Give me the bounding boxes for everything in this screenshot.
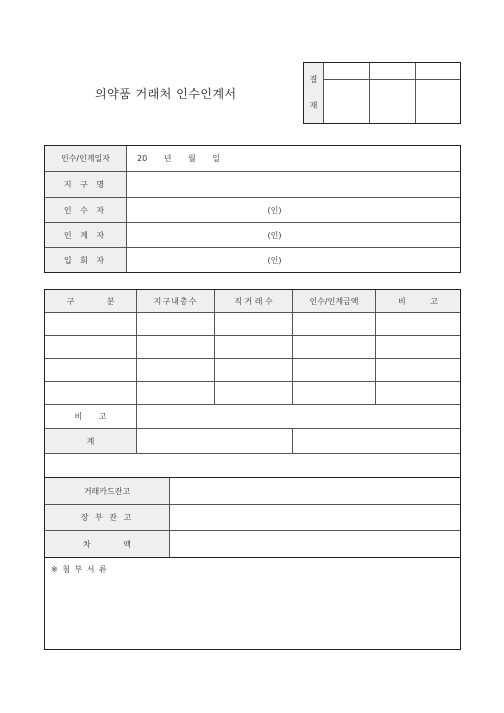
summary-label: 거래카드잔고 <box>45 478 170 505</box>
approval-label-bottom: 재 <box>309 101 318 110</box>
detail-header: 지구내총수 <box>137 290 215 313</box>
summary-label: 차 액 <box>45 531 170 558</box>
info-label: 입 회 자 <box>45 248 127 273</box>
info-receiver-field[interactable]: (인) <box>127 198 461 223</box>
approval-label-top: 결 <box>309 75 318 84</box>
attachments-table <box>44 557 461 650</box>
approval-box <box>303 62 461 124</box>
detail-cell[interactable] <box>215 359 293 382</box>
detail-cell[interactable] <box>45 382 137 405</box>
detail-header: 비 고 <box>376 290 461 313</box>
info-date-field[interactable]: 20 년 월 일 <box>127 146 461 172</box>
detail-cell[interactable] <box>215 336 293 359</box>
detail-blank-row <box>45 454 461 478</box>
summary-card-balance-field[interactable] <box>170 478 461 505</box>
attachments-label: ※ 첨 부 서 류 <box>51 565 108 574</box>
info-label: 인 수 자 <box>45 198 127 223</box>
detail-cell[interactable] <box>215 382 293 405</box>
detail-total-label: 계 <box>45 429 137 454</box>
detail-cell[interactable] <box>137 359 215 382</box>
summary-book-balance-field[interactable] <box>170 505 461 531</box>
detail-cell[interactable] <box>293 313 376 336</box>
info-label: 지 구 명 <box>45 172 127 198</box>
detail-cell[interactable] <box>45 336 137 359</box>
approval-title-cell[interactable] <box>370 63 416 80</box>
info-label: 인수/인계일자 <box>45 146 127 172</box>
approval-sign-cell[interactable] <box>324 80 370 124</box>
detail-cell[interactable] <box>215 313 293 336</box>
detail-remarks-field[interactable] <box>137 405 461 429</box>
approval-title-cell[interactable] <box>324 63 370 80</box>
detail-cell[interactable] <box>293 359 376 382</box>
info-witness-field[interactable]: (인) <box>127 248 461 273</box>
summary-label: 장 부 잔 고 <box>45 505 170 531</box>
detail-cell[interactable] <box>45 313 137 336</box>
summary-table <box>44 477 461 558</box>
detail-remarks-label: 비 고 <box>45 405 137 429</box>
approval-label <box>304 63 324 124</box>
detail-cell[interactable] <box>376 336 461 359</box>
detail-cell[interactable] <box>376 382 461 405</box>
approval-sign-cell[interactable] <box>370 80 416 124</box>
detail-cell[interactable] <box>137 336 215 359</box>
detail-total-field[interactable] <box>137 429 293 454</box>
detail-cell[interactable] <box>137 382 215 405</box>
detail-cell[interactable] <box>376 313 461 336</box>
detail-cell[interactable] <box>293 382 376 405</box>
summary-difference-field[interactable] <box>170 531 461 558</box>
detail-header: 직 거 래 수 <box>215 290 293 313</box>
info-district-field[interactable] <box>127 172 461 198</box>
detail-cell[interactable] <box>137 313 215 336</box>
detail-cell[interactable] <box>376 359 461 382</box>
detail-table <box>44 289 461 478</box>
info-label: 인 계 자 <box>45 223 127 248</box>
detail-header: 구 분 <box>45 290 137 313</box>
detail-cell[interactable] <box>293 336 376 359</box>
approval-sign-cell[interactable] <box>416 80 461 124</box>
page-title: 의약품 거래처 인수인계서 <box>95 87 237 101</box>
approval-title-cell[interactable] <box>416 63 461 80</box>
info-handover-field[interactable]: (인) <box>127 223 461 248</box>
detail-header: 인수/인계금액 <box>293 290 376 313</box>
attachments-area[interactable] <box>45 558 461 650</box>
detail-total-field[interactable] <box>293 429 461 454</box>
detail-cell[interactable] <box>45 359 137 382</box>
info-table <box>44 145 461 273</box>
